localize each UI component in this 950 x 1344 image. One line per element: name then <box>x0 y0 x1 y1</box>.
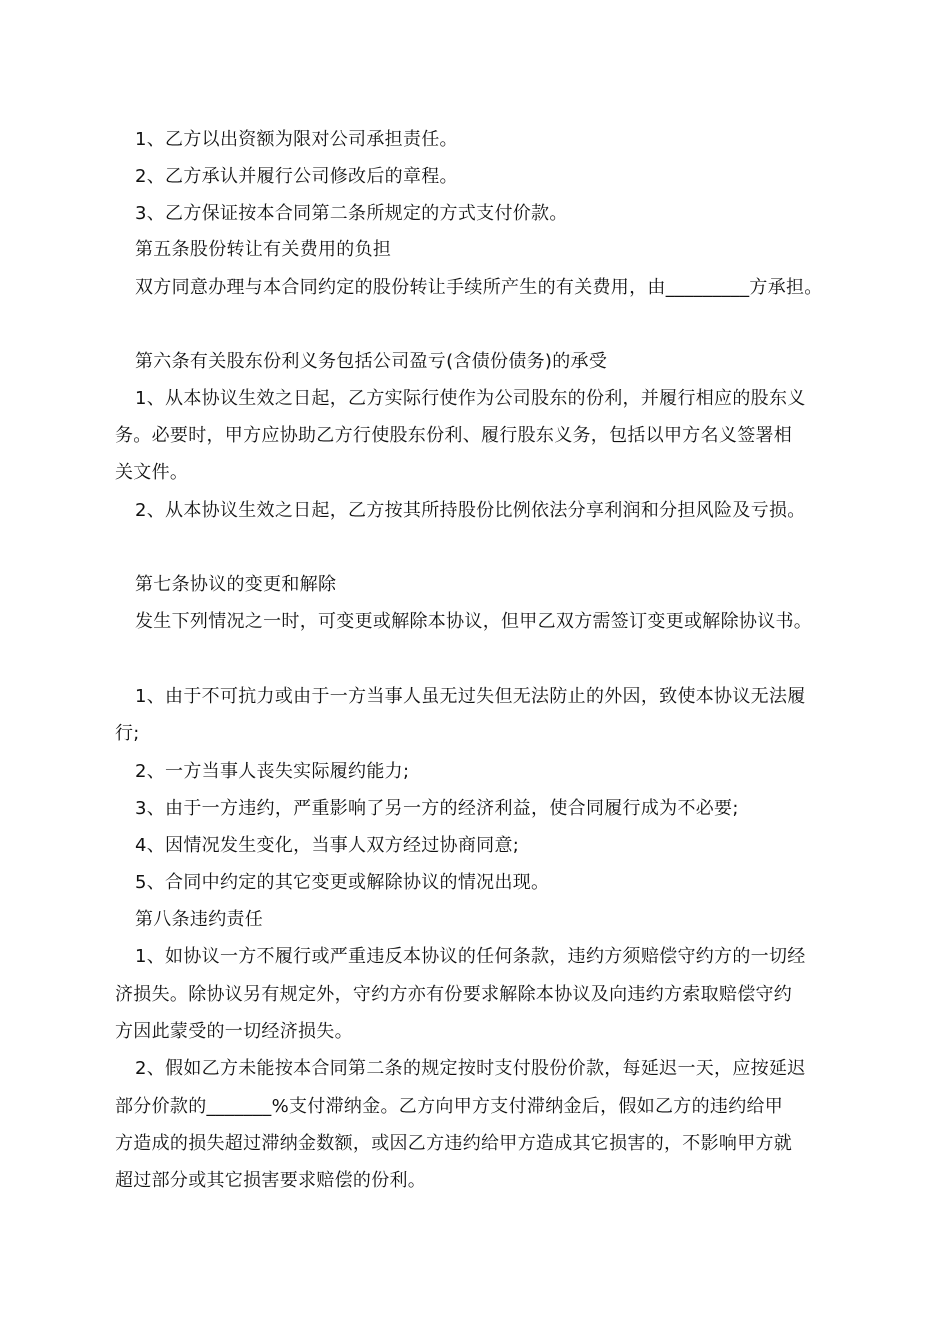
clause-4-item-1: 1、乙方以出资额为限对公司承担责任。 <box>135 129 458 150</box>
clause-6-item-1-line-3: 关文件。 <box>115 462 189 483</box>
clause-8-item-2-line-3: 方造成的损失超过滞纳金数额，或因乙方违约给甲方造成其它损害的，不影响甲方就 <box>115 1133 793 1154</box>
clause-7-heading: 第七条协议的变更和解除 <box>135 574 337 595</box>
clause-4-item-3: 3、乙方保证按本合同第二条所规定的方式支付价款。 <box>135 203 568 224</box>
clause-8-heading: 第八条违约责任 <box>135 909 264 930</box>
clause-4-item-2: 2、乙方承认并履行公司修改后的章程。 <box>135 166 458 187</box>
clause-8-item-2-line-1: 2、假如乙方未能按本合同第二条的规定按时支付股份价款，每延迟一天，应按延迟 <box>135 1058 806 1079</box>
clause-7-item-1-line-1: 1、由于不可抗力或由于一方当事人虽无过失但无法防止的外因，致使本协议无法履 <box>135 686 806 707</box>
clause-8-item-2-line-2: 部分价款的_______%支付滞纳金。乙方向甲方支付滞纳金后，假如乙方的违约给甲 <box>115 1096 784 1117</box>
clause-7-item-2: 2、一方当事人丧失实际履约能力; <box>135 761 410 782</box>
clause-6-item-2: 2、从本协议生效之日起，乙方按其所持股份比例依法分享利润和分担风险及亏损。 <box>135 500 806 521</box>
clause-5-body: 双方同意办理与本合同约定的股份转让手续所产生的有关费用，由_________方承担。 <box>135 277 823 298</box>
clause-7-item-1-line-2: 行; <box>115 723 140 744</box>
clause-8-item-1-line-1: 1、如协议一方不履行或严重违反本协议的任何条款，违约方须赔偿守约方的一切经 <box>135 946 806 967</box>
clause-8-item-2-line-4: 超过部分或其它损害要求赔偿的份利。 <box>115 1170 427 1191</box>
clause-8-item-1-line-3: 方因此蒙受的一切经济损失。 <box>115 1021 353 1042</box>
clause-7-item-4: 4、因情况发生变化，当事人双方经过协商同意; <box>135 835 520 856</box>
clause-8-item-1-line-2: 济损失。除协议另有规定外，守约方亦有份要求解除本协议及向违约方索取赔偿守约 <box>115 984 793 1005</box>
clause-6-item-1-line-1: 1、从本协议生效之日起，乙方实际行使作为公司股东的份利，并履行相应的股东义 <box>135 388 806 409</box>
clause-6-item-1-line-2: 务。必要时，甲方应协助乙方行使股东份利、履行股东义务，包括以甲方名义签署相 <box>115 425 793 446</box>
clause-7-intro: 发生下列情况之一时，可变更或解除本协议，但甲乙双方需签订变更或解除协议书。 <box>135 611 813 632</box>
clause-7-item-5: 5、合同中约定的其它变更或解除协议的情况出现。 <box>135 872 550 893</box>
clause-7-item-3: 3、由于一方违约，严重影响了另一方的经济利益，使合同履行成为不必要; <box>135 798 739 819</box>
clause-5-heading: 第五条股份转让有关费用的负担 <box>135 239 392 260</box>
clause-6-heading: 第六条有关股东份利义务包括公司盈亏(含债份债务)的承受 <box>135 351 608 372</box>
